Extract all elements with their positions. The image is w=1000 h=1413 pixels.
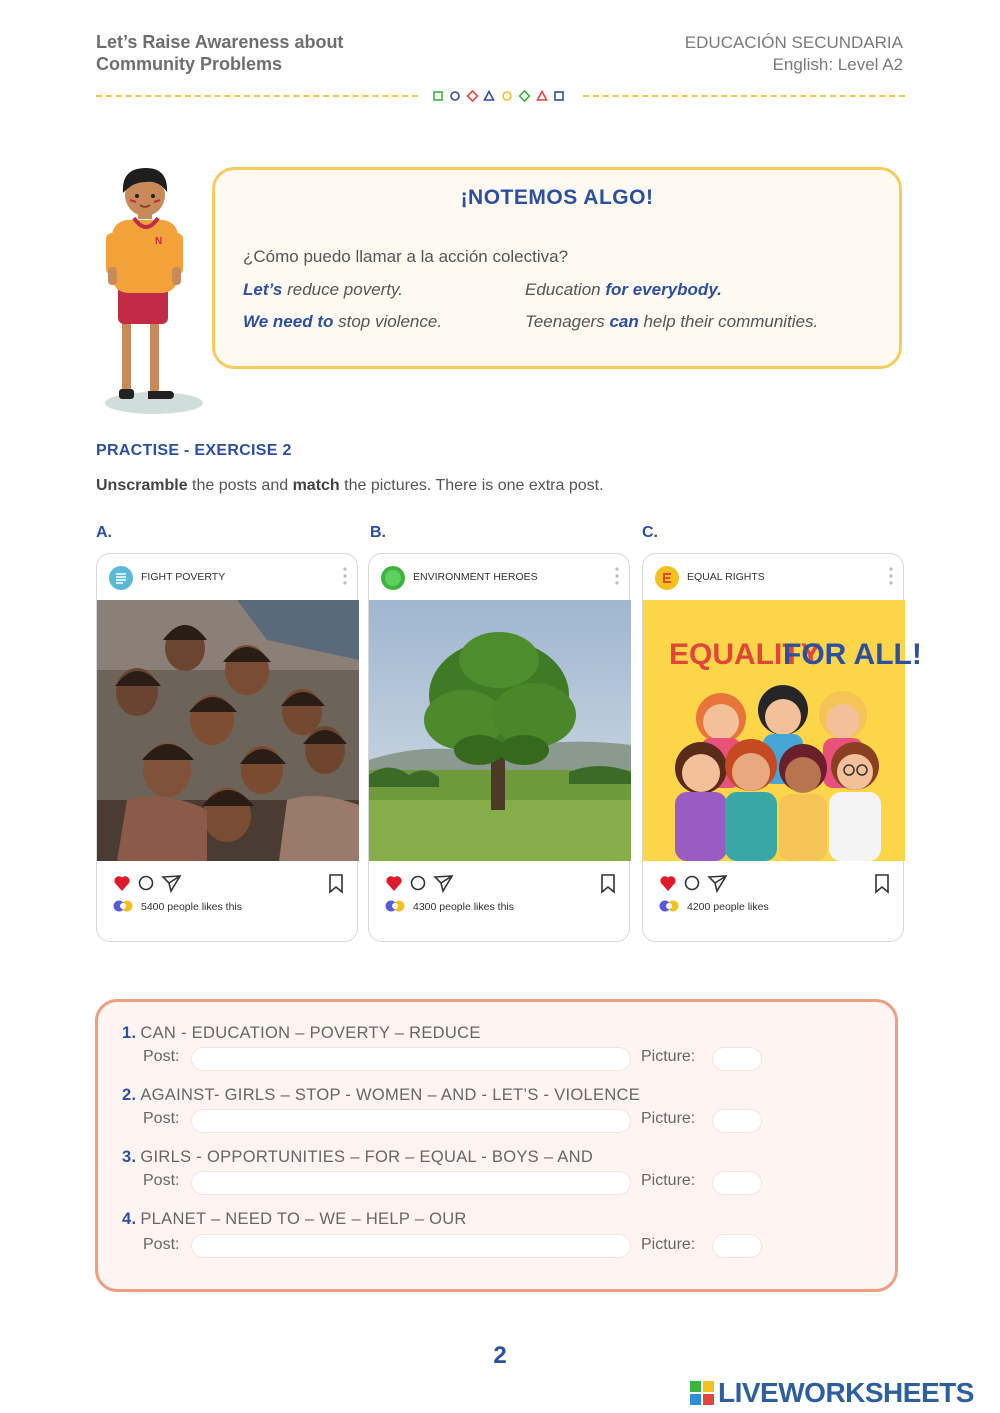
example-we-need-to: We need to stop violence.: [243, 312, 443, 331]
heart-icon: [386, 876, 401, 891]
example-teenagers-can: Teenagers can help their communities.: [525, 312, 819, 331]
liveworksheets-logo-icon: [690, 1381, 714, 1405]
page-number: 2: [493, 1342, 507, 1369]
student-character-illustration: [100, 165, 210, 417]
share-icon: [163, 876, 180, 891]
header-divider-right: [583, 95, 905, 97]
notemos-algo-callout: [212, 167, 902, 369]
decorative-shapes-icon: [432, 89, 568, 103]
post-letter-a: A.: [96, 524, 112, 541]
example-lets: Let’s reduce poverty.: [243, 280, 404, 299]
picture-label: Picture:: [641, 1172, 696, 1189]
post-label: Post:: [143, 1110, 180, 1127]
likes-count: 4300 people likes this: [413, 901, 514, 913]
post-account-name: EQUAL RIGHTS: [687, 571, 765, 583]
post-header: [97, 554, 357, 600]
bookmark-icon: [330, 875, 342, 892]
exercise-item-3: 3. GIRLS - OPPORTUNITIES – FOR – EQUAL - BOYS – AND: [122, 1148, 594, 1166]
level-line-2: English: Level A2: [772, 55, 903, 74]
post-account-name: ENVIRONMENT HEROES: [413, 571, 538, 583]
poster-word-equality: EQUALITY: [669, 638, 821, 671]
post-answer-input-4[interactable]: [191, 1234, 631, 1258]
picture-label: Picture:: [641, 1110, 696, 1127]
post-letter-c: C.: [642, 524, 658, 541]
equality-avatar-icon: [655, 566, 679, 590]
exercise-item-4: 4. PLANET – NEED TO – WE – HELP – OUR: [122, 1210, 467, 1228]
poster-word-for-all: FOR ALL!: [783, 638, 922, 671]
post-answer-input-1[interactable]: [191, 1047, 631, 1071]
post-label: Post:: [143, 1048, 180, 1065]
comment-icon: [686, 877, 699, 890]
picture-answer-input-3[interactable]: [712, 1171, 762, 1195]
likes-count: 4200 people likes: [687, 901, 769, 913]
level-line-1: EDUCACIÓN SECUNDARIA: [684, 33, 903, 52]
post-header: [643, 554, 903, 600]
liveworksheets-logo[interactable]: [690, 1378, 990, 1408]
document-title: [96, 31, 343, 75]
likers-avatars-icon: [113, 900, 135, 912]
likes-count: 5400 people likes this: [141, 901, 242, 913]
more-options-icon[interactable]: [343, 565, 347, 587]
title-line-2: Community Problems: [96, 54, 283, 74]
example-education: Education for everybody.: [525, 280, 722, 299]
post-image-children-poverty: [97, 600, 357, 861]
heart-icon: [660, 876, 675, 891]
post-card-fight-poverty: [96, 553, 358, 942]
post-label: Post:: [143, 1172, 180, 1189]
liveworksheets-brand-text: LIVEWORKSHEETS: [718, 1377, 974, 1408]
post-label: Post:: [143, 1236, 180, 1253]
post-account-name: FIGHT POVERTY: [141, 571, 226, 583]
comment-icon: [412, 877, 425, 890]
more-options-icon[interactable]: [889, 565, 893, 587]
picture-answer-input-1[interactable]: [712, 1047, 762, 1071]
callout-title: ¡NOTEMOS ALGO!: [460, 186, 654, 209]
post-answer-input-2[interactable]: [191, 1109, 631, 1133]
post-image-equality-poster: [643, 600, 922, 861]
post-answer-input-3[interactable]: [191, 1171, 631, 1195]
likers-avatars-icon: [659, 900, 681, 912]
picture-answer-input-4[interactable]: [712, 1234, 762, 1258]
post-image-tree-field: [369, 600, 629, 861]
list-avatar-icon: [109, 566, 133, 590]
share-icon: [709, 876, 726, 891]
picture-label: Picture:: [641, 1236, 696, 1253]
exercise-item-1: 1. CAN - EDUCATION – POVERTY – REDUCE: [122, 1024, 481, 1042]
likers-avatars-icon: [385, 900, 407, 912]
bookmark-icon: [602, 875, 614, 892]
heart-icon: [114, 876, 129, 891]
post-header: [369, 554, 629, 600]
post-actions: [113, 872, 343, 894]
exercise-item-2: 2. AGAINST- GIRLS – STOP - WOMEN – AND - LET’S - VIOLENCE: [122, 1086, 641, 1104]
svg-text:N: N: [155, 236, 163, 247]
post-card-environment-heroes: [368, 553, 630, 942]
post-actions: [385, 872, 615, 894]
comment-icon: [140, 877, 153, 890]
post-letter-b: B.: [370, 524, 386, 541]
more-options-icon[interactable]: [615, 565, 619, 587]
picture-label: Picture:: [641, 1048, 696, 1065]
unscramble-exercise-box: [95, 999, 898, 1292]
picture-answer-input-2[interactable]: [712, 1109, 762, 1133]
level-info: [685, 32, 903, 76]
callout-question: ¿Cómo puedo llamar a la acción colectiva?: [243, 247, 569, 266]
header-divider-left: [96, 95, 418, 97]
post-card-equal-rights: [642, 553, 922, 942]
title-line-1: Let’s Raise Awareness about: [96, 32, 344, 52]
bookmark-icon: [876, 875, 888, 892]
exercise-title: PRACTISE - EXERCISE 2: [96, 442, 292, 459]
globe-avatar-icon: [381, 566, 405, 590]
share-icon: [435, 876, 452, 891]
post-actions: [659, 872, 889, 894]
exercise-instructions: Unscramble the posts and match the pictures. There is one extra post.: [96, 477, 604, 494]
